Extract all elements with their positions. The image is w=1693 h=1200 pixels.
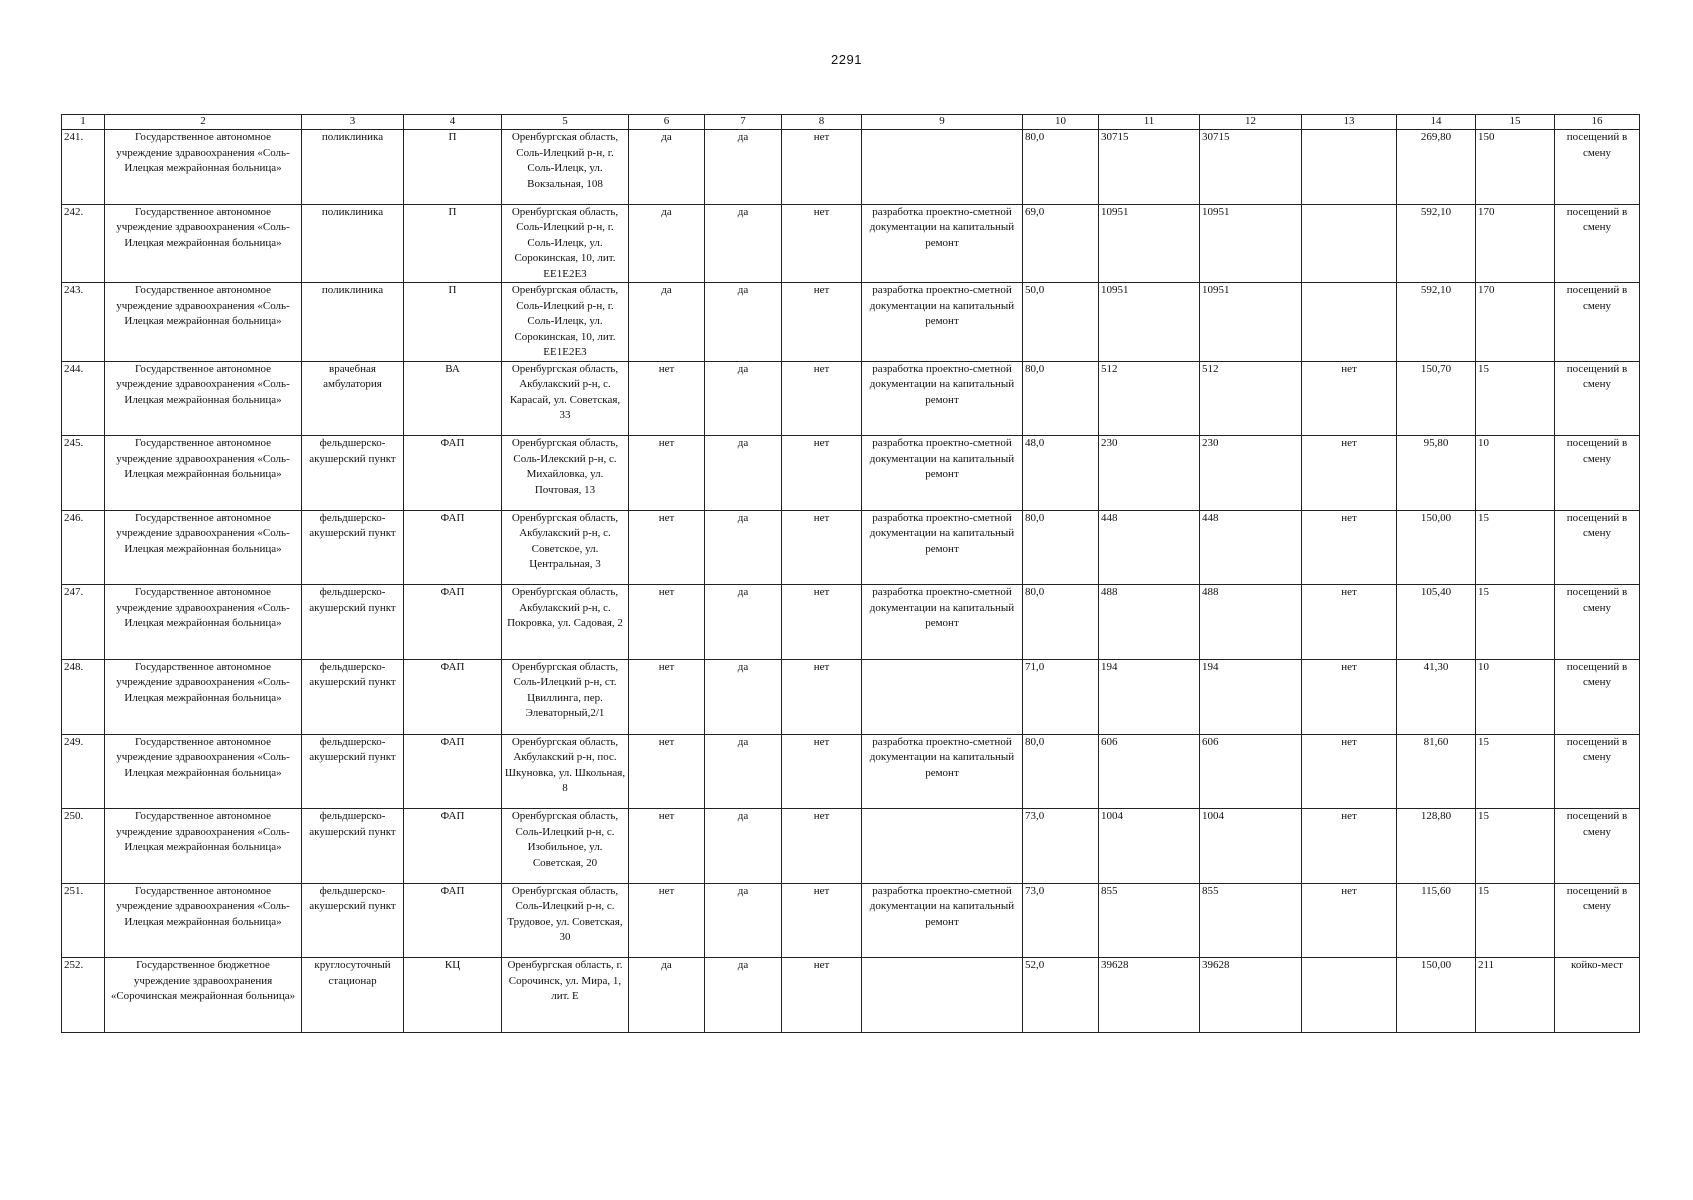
col-6-value: нет — [629, 361, 705, 436]
facility-address: Оренбургская область, Соль-Илекский р-н, с. Михайловка, ул. Почтовая, 13 — [502, 436, 629, 511]
capacity-unit: посещений в смену — [1555, 130, 1640, 205]
col-8-value: нет — [782, 130, 862, 205]
column-header: 3 — [302, 115, 404, 130]
col-13-value: нет — [1302, 436, 1397, 511]
facility-type: фельдшерско-акушерский пункт — [302, 510, 404, 585]
capacity-value: 150 — [1476, 130, 1555, 205]
facility-type: фельдшерско-акушерский пункт — [302, 659, 404, 734]
facility-address: Оренбургская область, г. Сорочинск, ул. Мира, 1, лит. Е — [502, 958, 629, 1033]
row-number: 244. — [62, 361, 105, 436]
facility-type: врачебная амбулатория — [302, 361, 404, 436]
col-11-value: 448 — [1099, 510, 1200, 585]
col-12-value: 30715 — [1200, 130, 1302, 205]
column-header: 11 — [1099, 115, 1200, 130]
capacity-unit: посещений в смену — [1555, 734, 1640, 809]
col-12-value: 512 — [1200, 361, 1302, 436]
facility-address: Оренбургская область, Акбулакский р-н, с. Покровка, ул. Садовая, 2 — [502, 585, 629, 660]
facility-address: Оренбургская область, Соль-Илецкий р-н, с. Изобильное, ул. Советская, 20 — [502, 809, 629, 884]
facility-type: поликлиника — [302, 204, 404, 283]
institution-name: Государственное автономное учреждение здравоохранения «Соль-Илецкая межрайонная больница» — [105, 510, 302, 585]
col-13-value: нет — [1302, 734, 1397, 809]
col-6-value: нет — [629, 436, 705, 511]
col-10-value: 52,0 — [1023, 958, 1099, 1033]
col-10-value: 73,0 — [1023, 883, 1099, 958]
table-row — [62, 958, 1640, 1033]
capacity-value: 10 — [1476, 436, 1555, 511]
facility-address: Оренбургская область, Соль-Илецкий р-н, г. Соль-Илецк, ул. Сорокинская, 10, лит. ЕЕ1Е2Е3 — [502, 204, 629, 283]
facility-type: фельдшерско-акушерский пункт — [302, 585, 404, 660]
column-header: 5 — [502, 115, 629, 130]
column-header: 4 — [404, 115, 502, 130]
col-11-value: 194 — [1099, 659, 1200, 734]
facility-address: Оренбургская область, Соль-Илецкий р-н, г. Соль-Илецк, ул. Вокзальная, 108 — [502, 130, 629, 205]
table-row — [62, 585, 1640, 660]
col-12-value: 855 — [1200, 883, 1302, 958]
col-11-value: 230 — [1099, 436, 1200, 511]
table-row — [62, 734, 1640, 809]
row-number: 249. — [62, 734, 105, 809]
col-13-value — [1302, 130, 1397, 205]
col-13-value: нет — [1302, 883, 1397, 958]
col-10-value: 80,0 — [1023, 130, 1099, 205]
col-12-value: 448 — [1200, 510, 1302, 585]
col-14-value: 150,00 — [1397, 510, 1476, 585]
institution-name: Государственное автономное учреждение здравоохранения «Соль-Илецкая межрайонная больница» — [105, 734, 302, 809]
col-7-value: да — [705, 436, 782, 511]
col-8-value: нет — [782, 585, 862, 660]
facility-code: ФАП — [404, 809, 502, 884]
facility-table — [61, 114, 1640, 1033]
row-number: 251. — [62, 883, 105, 958]
institution-name: Государственное автономное учреждение здравоохранения «Соль-Илецкая межрайонная больница» — [105, 283, 302, 362]
col-14-value: 115,60 — [1397, 883, 1476, 958]
col-10-value: 80,0 — [1023, 585, 1099, 660]
facility-code: ФАП — [404, 436, 502, 511]
col-7-value: да — [705, 130, 782, 205]
col-7-value: да — [705, 958, 782, 1033]
col-10-value: 48,0 — [1023, 436, 1099, 511]
col-8-value: нет — [782, 809, 862, 884]
col-11-value: 488 — [1099, 585, 1200, 660]
col-8-value: нет — [782, 510, 862, 585]
col-6-value: да — [629, 204, 705, 283]
capacity-value: 170 — [1476, 204, 1555, 283]
col-12-value: 606 — [1200, 734, 1302, 809]
capacity-unit: посещений в смену — [1555, 585, 1640, 660]
institution-name: Государственное автономное учреждение здравоохранения «Соль-Илецкая межрайонная больница» — [105, 361, 302, 436]
table-row — [62, 361, 1640, 436]
facility-type: фельдшерско-акушерский пункт — [302, 809, 404, 884]
facility-address: Оренбургская область, Акбулакский р-н, пос. Шкуновка, ул. Школьная, 8 — [502, 734, 629, 809]
table-row — [62, 659, 1640, 734]
facility-address: Оренбургская область, Соль-Илецкий р-н, г. Соль-Илецк, ул. Сорокинская, 10, лит. ЕЕ1Е2Е3 — [502, 283, 629, 362]
capacity-value: 170 — [1476, 283, 1555, 362]
col-13-value: нет — [1302, 510, 1397, 585]
col-12-value: 39628 — [1200, 958, 1302, 1033]
capacity-unit: посещений в смену — [1555, 436, 1640, 511]
col-6-value: нет — [629, 510, 705, 585]
col-14-value: 269,80 — [1397, 130, 1476, 205]
facility-type: фельдшерско-акушерский пункт — [302, 436, 404, 511]
planned-work: разработка проектно-сметной документации на капитальный ремонт — [862, 883, 1023, 958]
column-header: 6 — [629, 115, 705, 130]
col-7-value: да — [705, 361, 782, 436]
row-number: 246. — [62, 510, 105, 585]
col-10-value: 50,0 — [1023, 283, 1099, 362]
col-14-value: 81,60 — [1397, 734, 1476, 809]
col-7-value: да — [705, 510, 782, 585]
col-7-value: да — [705, 734, 782, 809]
institution-name: Государственное бюджетное учреждение здравоохранения «Сорочинская межрайонная больница» — [105, 958, 302, 1033]
facility-type: фельдшерско-акушерский пункт — [302, 883, 404, 958]
column-header: 13 — [1302, 115, 1397, 130]
col-11-value: 855 — [1099, 883, 1200, 958]
col-11-value: 10951 — [1099, 204, 1200, 283]
table-body — [62, 130, 1640, 1033]
table-row — [62, 204, 1640, 283]
col-13-value — [1302, 204, 1397, 283]
capacity-unit: посещений в смену — [1555, 809, 1640, 884]
planned-work: разработка проектно-сметной документации на капитальный ремонт — [862, 283, 1023, 362]
col-12-value: 488 — [1200, 585, 1302, 660]
col-10-value: 73,0 — [1023, 809, 1099, 884]
institution-name: Государственное автономное учреждение здравоохранения «Соль-Илецкая межрайонная больница» — [105, 585, 302, 660]
institution-name: Государственное автономное учреждение здравоохранения «Соль-Илецкая межрайонная больница» — [105, 130, 302, 205]
capacity-unit: посещений в смену — [1555, 510, 1640, 585]
planned-work — [862, 958, 1023, 1033]
planned-work: разработка проектно-сметной документации на капитальный ремонт — [862, 436, 1023, 511]
col-6-value: нет — [629, 659, 705, 734]
col-11-value: 30715 — [1099, 130, 1200, 205]
row-number: 250. — [62, 809, 105, 884]
col-13-value — [1302, 283, 1397, 362]
col-14-value: 128,80 — [1397, 809, 1476, 884]
capacity-value: 15 — [1476, 361, 1555, 436]
capacity-value: 10 — [1476, 659, 1555, 734]
facility-address: Оренбургская область, Акбулакский р-н, с. Советское, ул. Центральная, 3 — [502, 510, 629, 585]
col-13-value: нет — [1302, 585, 1397, 660]
capacity-unit: посещений в смену — [1555, 361, 1640, 436]
column-header: 12 — [1200, 115, 1302, 130]
capacity-unit: посещений в смену — [1555, 883, 1640, 958]
planned-work: разработка проектно-сметной документации на капитальный ремонт — [862, 734, 1023, 809]
col-13-value: нет — [1302, 809, 1397, 884]
col-6-value: да — [629, 130, 705, 205]
col-13-value: нет — [1302, 361, 1397, 436]
header-row — [62, 115, 1640, 130]
row-number: 245. — [62, 436, 105, 511]
column-header: 8 — [782, 115, 862, 130]
row-number: 252. — [62, 958, 105, 1033]
capacity-unit: посещений в смену — [1555, 283, 1640, 362]
col-14-value: 95,80 — [1397, 436, 1476, 511]
col-6-value: нет — [629, 883, 705, 958]
col-6-value: нет — [629, 809, 705, 884]
col-8-value: нет — [782, 283, 862, 362]
col-7-value: да — [705, 283, 782, 362]
institution-name: Государственное автономное учреждение здравоохранения «Соль-Илецкая межрайонная больница» — [105, 659, 302, 734]
capacity-value: 15 — [1476, 510, 1555, 585]
col-10-value: 80,0 — [1023, 734, 1099, 809]
col-14-value: 150,00 — [1397, 958, 1476, 1033]
col-8-value: нет — [782, 958, 862, 1033]
capacity-unit: посещений в смену — [1555, 204, 1640, 283]
column-header: 10 — [1023, 115, 1099, 130]
column-header: 14 — [1397, 115, 1476, 130]
institution-name: Государственное автономное учреждение здравоохранения «Соль-Илецкая межрайонная больница» — [105, 883, 302, 958]
col-11-value: 512 — [1099, 361, 1200, 436]
col-10-value: 80,0 — [1023, 361, 1099, 436]
facility-code: П — [404, 283, 502, 362]
col-7-value: да — [705, 585, 782, 660]
planned-work — [862, 130, 1023, 205]
planned-work: разработка проектно-сметной документации на капитальный ремонт — [862, 361, 1023, 436]
facility-code: ФАП — [404, 883, 502, 958]
row-number: 242. — [62, 204, 105, 283]
facility-code: ФАП — [404, 585, 502, 660]
column-header: 9 — [862, 115, 1023, 130]
col-14-value: 592,10 — [1397, 204, 1476, 283]
facility-code: КЦ — [404, 958, 502, 1033]
facility-type: поликлиника — [302, 130, 404, 205]
row-number: 243. — [62, 283, 105, 362]
institution-name: Государственное автономное учреждение здравоохранения «Соль-Илецкая межрайонная больница» — [105, 204, 302, 283]
capacity-value: 211 — [1476, 958, 1555, 1033]
facility-code: П — [404, 204, 502, 283]
facility-code: ФАП — [404, 659, 502, 734]
table-row — [62, 883, 1640, 958]
table-row — [62, 283, 1640, 362]
table-row — [62, 510, 1640, 585]
column-header: 15 — [1476, 115, 1555, 130]
col-14-value: 105,40 — [1397, 585, 1476, 660]
col-12-value: 1004 — [1200, 809, 1302, 884]
capacity-unit: койко-мест — [1555, 958, 1640, 1033]
planned-work — [862, 659, 1023, 734]
capacity-value: 15 — [1476, 809, 1555, 884]
planned-work: разработка проектно-сметной документации на капитальный ремонт — [862, 585, 1023, 660]
facility-address: Оренбургская область, Акбулакский р-н, с. Карасай, ул. Советская, 33 — [502, 361, 629, 436]
capacity-value: 15 — [1476, 883, 1555, 958]
col-6-value: нет — [629, 734, 705, 809]
row-number: 247. — [62, 585, 105, 660]
col-6-value: да — [629, 958, 705, 1033]
table-row — [62, 436, 1640, 511]
planned-work: разработка проектно-сметной документации на капитальный ремонт — [862, 204, 1023, 283]
row-number: 248. — [62, 659, 105, 734]
facility-address: Оренбургская область, Соль-Илецкий р-н, с. Трудовое, ул. Советская, 30 — [502, 883, 629, 958]
facility-address: Оренбургская область, Соль-Илецкий р-н, ст. Цвиллинга, пер. Элеваторный,2/1 — [502, 659, 629, 734]
column-header: 16 — [1555, 115, 1640, 130]
col-13-value: нет — [1302, 659, 1397, 734]
facility-code: П — [404, 130, 502, 205]
facility-code: ФАП — [404, 734, 502, 809]
col-11-value: 39628 — [1099, 958, 1200, 1033]
col-6-value: да — [629, 283, 705, 362]
col-7-value: да — [705, 659, 782, 734]
table-row — [62, 809, 1640, 884]
col-12-value: 230 — [1200, 436, 1302, 511]
column-header: 7 — [705, 115, 782, 130]
facility-type: поликлиника — [302, 283, 404, 362]
row-number: 241. — [62, 130, 105, 205]
col-7-value: да — [705, 809, 782, 884]
col-12-value: 194 — [1200, 659, 1302, 734]
col-10-value: 80,0 — [1023, 510, 1099, 585]
col-13-value — [1302, 958, 1397, 1033]
institution-name: Государственное автономное учреждение здравоохранения «Соль-Илецкая межрайонная больница» — [105, 809, 302, 884]
col-14-value: 592,10 — [1397, 283, 1476, 362]
col-10-value: 71,0 — [1023, 659, 1099, 734]
col-11-value: 606 — [1099, 734, 1200, 809]
col-8-value: нет — [782, 883, 862, 958]
col-12-value: 10951 — [1200, 204, 1302, 283]
col-8-value: нет — [782, 204, 862, 283]
col-8-value: нет — [782, 659, 862, 734]
col-6-value: нет — [629, 585, 705, 660]
col-14-value: 150,70 — [1397, 361, 1476, 436]
capacity-value: 15 — [1476, 585, 1555, 660]
planned-work — [862, 809, 1023, 884]
facility-type: круглосуточный стационар — [302, 958, 404, 1033]
col-7-value: да — [705, 204, 782, 283]
col-14-value: 41,30 — [1397, 659, 1476, 734]
planned-work: разработка проектно-сметной документации на капитальный ремонт — [862, 510, 1023, 585]
col-8-value: нет — [782, 734, 862, 809]
column-header: 2 — [105, 115, 302, 130]
facility-code: ВА — [404, 361, 502, 436]
facility-type: фельдшерско-акушерский пункт — [302, 734, 404, 809]
institution-name: Государственное автономное учреждение здравоохранения «Соль-Илецкая межрайонная больница» — [105, 436, 302, 511]
col-7-value: да — [705, 883, 782, 958]
facility-code: ФАП — [404, 510, 502, 585]
column-header: 1 — [62, 115, 105, 130]
col-8-value: нет — [782, 361, 862, 436]
col-8-value: нет — [782, 436, 862, 511]
page-number: 2291 — [831, 52, 862, 67]
col-12-value: 10951 — [1200, 283, 1302, 362]
capacity-unit: посещений в смену — [1555, 659, 1640, 734]
col-11-value: 10951 — [1099, 283, 1200, 362]
capacity-value: 15 — [1476, 734, 1555, 809]
col-10-value: 69,0 — [1023, 204, 1099, 283]
table-row — [62, 130, 1640, 205]
col-11-value: 1004 — [1099, 809, 1200, 884]
